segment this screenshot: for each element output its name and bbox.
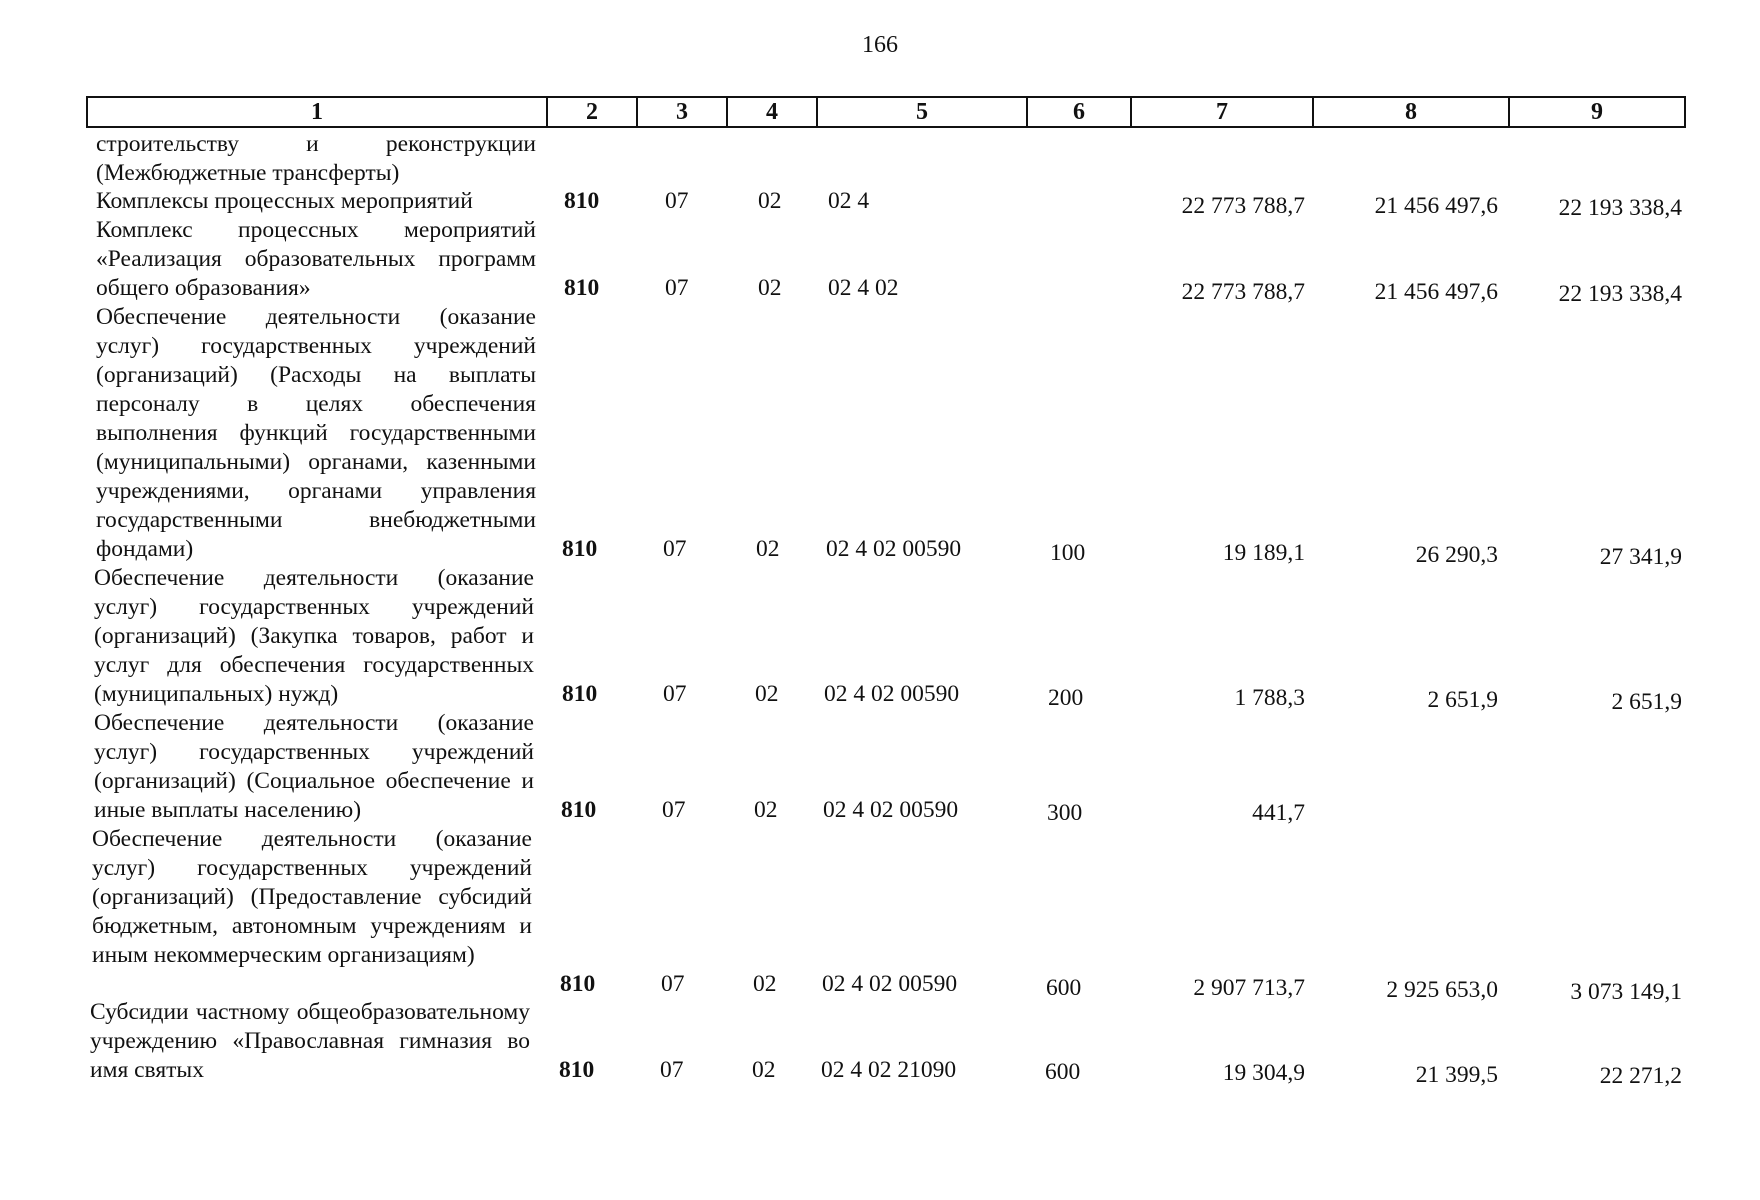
- cell-col-9: 22 193 338,4: [1558, 281, 1682, 307]
- cell-col-3: 07: [660, 1057, 684, 1083]
- header-col-2: 2: [548, 96, 638, 128]
- cell-col-9: 22 271,2: [1599, 1063, 1682, 1089]
- header-col-4: 4: [728, 96, 818, 128]
- cell-col-3: 07: [665, 188, 689, 214]
- cell-col-5: 02 4 02 00590: [823, 797, 959, 823]
- cell-col-8: 21 399,5: [1415, 1062, 1498, 1088]
- cell-col-8: 26 290,3: [1415, 542, 1498, 568]
- table-header: [86, 96, 1686, 130]
- cell-col-7: 2 907 713,7: [1193, 975, 1305, 1001]
- cell-col-3: 07: [665, 275, 689, 301]
- cell-col-4: 02: [756, 536, 780, 562]
- cell-col-2: 810: [562, 536, 598, 562]
- cell-col-9: 27 341,9: [1599, 544, 1682, 570]
- cell-col-5: 02 4 02 00590: [826, 536, 962, 562]
- header-col-7: 7: [1132, 96, 1314, 128]
- cell-col-4: 02: [752, 1057, 776, 1083]
- cell-col-6: 300: [1047, 800, 1083, 826]
- row-description: Обеспечение деятельности (оказание услуг) государственных учреждений (организаций) (Социальное обеспечение и иные выплаты населению): [94, 710, 534, 823]
- cell-col-8: 2 651,9: [1427, 687, 1498, 713]
- row-description: Обеспечение деятельности (оказание услуг) государственных учреждений (организаций) (Закупка товаров, работ и услуг для обеспечения государственных (муниципальных) нужд): [94, 565, 534, 707]
- row-description: Комплекс процессных мероприятий «Реализация образовательных программ общего образования»: [96, 217, 536, 301]
- cell-col-3: 07: [663, 681, 687, 707]
- row-description: Обеспечение деятельности (оказание услуг) государственных учреждений (организаций) (Расходы на выплаты персоналу в целях обеспечения выполнения функций государственными (муниципальными) органами, казенными учреждениями, органами управления государственными внебюджетными фондами): [96, 304, 536, 562]
- cell-col-4: 02: [755, 681, 779, 707]
- cell-col-2: 810: [560, 971, 596, 997]
- cell-col-8: 21 456 497,6: [1374, 279, 1498, 305]
- cell-col-7: 22 773 788,7: [1181, 279, 1305, 305]
- header-col-6: 6: [1028, 96, 1132, 128]
- cell-col-7: 19 189,1: [1222, 540, 1305, 566]
- cell-col-5: 02 4 02: [828, 275, 899, 301]
- cell-col-7: 22 773 788,7: [1181, 193, 1305, 219]
- row-description: строительству и реконструкции (Межбюджетные трансферты): [96, 131, 536, 186]
- cell-col-2: 810: [559, 1057, 595, 1083]
- cell-col-5: 02 4: [828, 188, 870, 214]
- cell-col-5: 02 4 02 00590: [824, 681, 960, 707]
- row-description: Комплексы процессных мероприятий: [96, 188, 473, 214]
- header-col-1: 1: [86, 96, 548, 128]
- cell-col-3: 07: [661, 971, 685, 997]
- cell-col-7: 19 304,9: [1222, 1060, 1305, 1086]
- cell-col-2: 810: [561, 797, 597, 823]
- cell-col-7: 441,7: [1252, 800, 1305, 826]
- cell-col-2: 810: [564, 188, 600, 214]
- cell-col-4: 02: [753, 971, 777, 997]
- cell-col-8: 2 925 653,0: [1386, 977, 1498, 1003]
- cell-col-8: 21 456 497,6: [1374, 193, 1498, 219]
- cell-col-3: 07: [663, 536, 687, 562]
- cell-col-9: 2 651,9: [1611, 689, 1682, 715]
- page-number: 166: [862, 32, 898, 58]
- header-col-9: 9: [1510, 96, 1686, 128]
- cell-col-5: 02 4 02 21090: [821, 1057, 957, 1083]
- row-description: Субсидии частному общеобразовательному учреждению «Православная гимназия во имя святых: [90, 999, 530, 1083]
- cell-col-3: 07: [662, 797, 686, 823]
- header-col-5: 5: [818, 96, 1028, 128]
- cell-col-4: 02: [758, 275, 782, 301]
- cell-col-2: 810: [562, 681, 598, 707]
- cell-col-6: 100: [1050, 540, 1086, 566]
- header-col-3: 3: [638, 96, 728, 128]
- cell-col-4: 02: [758, 188, 782, 214]
- row-description: Обеспечение деятельности (оказание услуг) государственных учреждений (организаций) (Предоставление субсидий бюджетным, автономным учреждениям и иным некоммерческим организациям): [92, 826, 532, 968]
- cell-col-7: 1 788,3: [1234, 685, 1305, 711]
- cell-col-5: 02 4 02 00590: [822, 971, 958, 997]
- cell-col-4: 02: [754, 797, 778, 823]
- cell-col-9: 3 073 149,1: [1570, 979, 1682, 1005]
- cell-col-6: 600: [1046, 975, 1082, 1001]
- cell-col-9: 22 193 338,4: [1558, 195, 1682, 221]
- cell-col-2: 810: [564, 275, 600, 301]
- cell-col-6: 200: [1048, 685, 1084, 711]
- cell-col-6: 600: [1045, 1059, 1081, 1085]
- header-col-8: 8: [1314, 96, 1510, 128]
